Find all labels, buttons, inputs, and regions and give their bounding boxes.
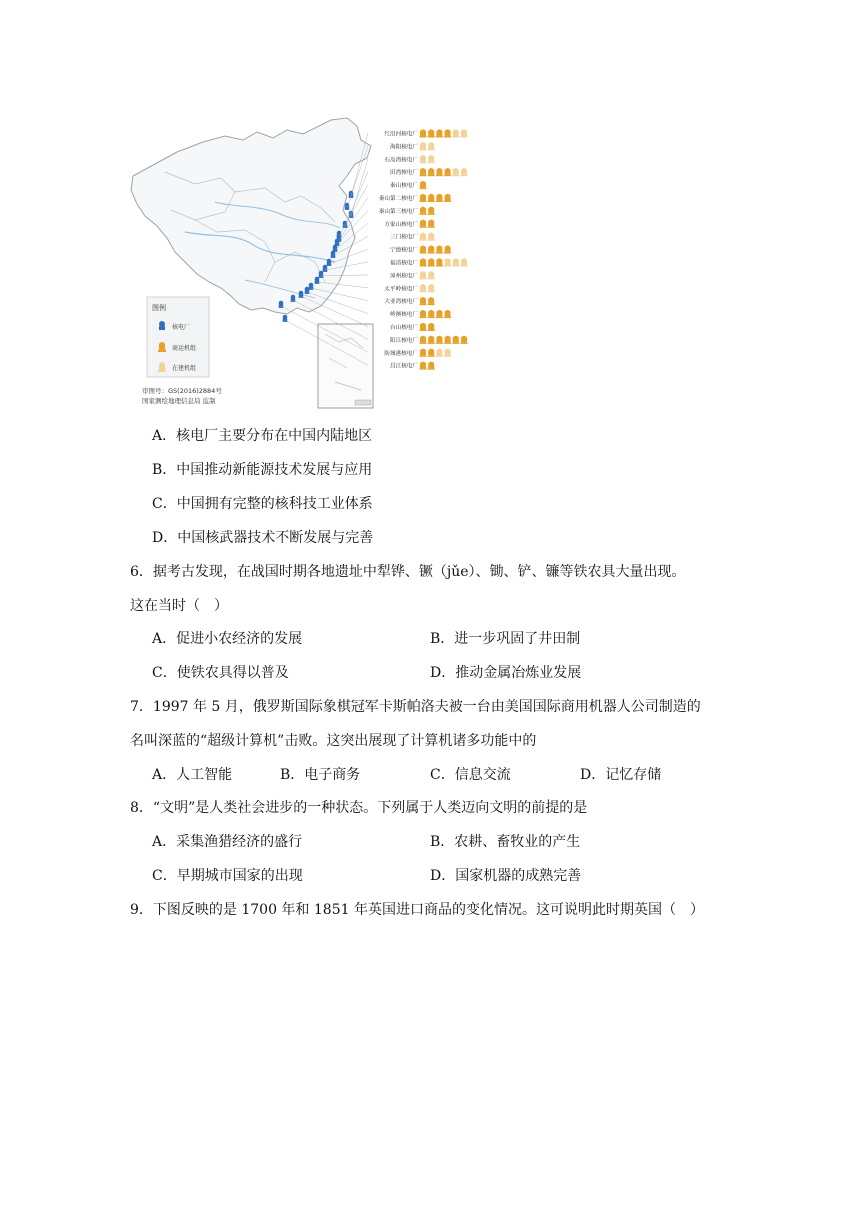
- building-unit-icon: [461, 129, 468, 137]
- running-unit-icon: [444, 245, 451, 253]
- q6-stem-line1: 6．据考古发现，在战国时期各地遗址中犁铧、镢（jǔe）、锄、铲、镰等铁农具大量出现。: [130, 564, 686, 580]
- running-unit-icon: [444, 310, 451, 318]
- running-unit-icon: [420, 194, 427, 202]
- building-unit-icon: [452, 168, 459, 176]
- plant-label: 宁德核电厂: [390, 247, 418, 254]
- q8-option-b: B．农耕、畜牧业的产生: [430, 834, 581, 850]
- q7-option-d: D．记忆存储: [580, 767, 662, 783]
- running-unit-icon: [428, 323, 435, 331]
- q6-stem-line2: 这在当时（ ）: [130, 598, 228, 614]
- q6-option-c: C．使铁农具得以普及: [152, 665, 289, 681]
- legend-building-label: 在建机组: [172, 365, 197, 372]
- plant-label: 台山核电厂: [390, 325, 418, 331]
- building-unit-icon: [452, 129, 459, 137]
- plant-label: 方家山核电厂: [384, 221, 418, 228]
- q7-stem-line2: 名叫深蓝的“超级计算机”击败。这突出展现了计算机诸多功能中的: [130, 733, 537, 749]
- q6-option-b: B．进一步巩固了井田制: [430, 631, 581, 647]
- running-unit-icon: [444, 336, 451, 344]
- running-unit-icon: [436, 194, 443, 202]
- running-unit-icon: [428, 194, 435, 202]
- building-unit-icon: [428, 284, 435, 292]
- plant-label: 海阳核电厂: [390, 144, 418, 151]
- running-unit-icon: [420, 297, 427, 305]
- running-unit-icon: [444, 194, 451, 202]
- running-unit-icon: [420, 207, 427, 215]
- plant-label: 秦山第二核电厂: [378, 196, 418, 202]
- building-unit-icon: [428, 232, 435, 240]
- plant-label: 漳州核电厂: [390, 273, 418, 280]
- plant-marker-icon: [319, 271, 324, 278]
- plant-label: 秦山第三核电厂: [378, 208, 418, 215]
- legend-plant-icon: [159, 321, 165, 330]
- plant-label: 石岛湾核电厂: [384, 157, 418, 164]
- running-unit-icon: [428, 207, 435, 215]
- running-unit-icon: [420, 258, 427, 266]
- approval-number: 审图号：GS(2016)2884号: [142, 387, 222, 395]
- plant-label: 昌江核电厂: [390, 363, 418, 370]
- map-supervisor: 国家测绘地理信息局 监制: [142, 397, 216, 405]
- running-unit-icon: [420, 349, 427, 357]
- nuclear-plant-map: [125, 112, 485, 410]
- running-unit-icon: [436, 336, 443, 344]
- plant-label: 岭澳核电厂: [390, 312, 418, 319]
- plant-label: 三门核电厂: [390, 234, 418, 241]
- running-unit-icon: [420, 310, 427, 318]
- legend-running-label: 商运机组: [172, 345, 197, 352]
- running-unit-icon: [428, 336, 435, 344]
- running-unit-icon: [444, 168, 451, 176]
- running-unit-icon: [428, 258, 435, 266]
- plant-label: 秦山核电厂: [390, 183, 418, 190]
- q9-stem: 9．下图反映的是 1700 年和 1851 年英国进口商品的变化情况。这可说明此时期英国（ ）: [130, 902, 704, 918]
- q5-option-d: D．中国核武器技术不断发展与完善: [152, 530, 374, 546]
- plant-label: 太平岭核电厂: [384, 286, 418, 293]
- running-unit-icon: [420, 245, 427, 253]
- q8-option-a: A．采集渔猎经济的盛行: [152, 834, 303, 850]
- q6-option-d: D．推动金属冶炼业发展: [430, 665, 582, 681]
- plant-label: 田湾核电厂: [390, 170, 418, 177]
- building-unit-icon: [428, 155, 435, 163]
- plant-label: 福清核电厂: [390, 260, 418, 267]
- plant-marker-icon: [309, 283, 314, 290]
- q8-option-c: C．早期城市国家的出现: [152, 868, 303, 884]
- running-unit-icon: [420, 361, 427, 369]
- running-unit-icon: [461, 336, 468, 344]
- building-unit-icon: [461, 258, 468, 266]
- building-unit-icon: [428, 142, 435, 150]
- running-unit-icon: [420, 168, 427, 176]
- running-unit-icon: [428, 129, 435, 137]
- building-unit-icon: [452, 258, 459, 266]
- running-unit-icon: [436, 245, 443, 253]
- building-unit-icon: [444, 349, 451, 357]
- running-unit-icon: [428, 168, 435, 176]
- building-unit-icon: [420, 142, 427, 150]
- q6-option-a: A．促进小农经济的发展: [152, 631, 303, 647]
- running-unit-icon: [428, 245, 435, 253]
- plant-label: 大亚湾核电厂: [384, 299, 418, 306]
- q8-stem: 8．“文明”是人类社会进步的一种状态。下列属于人类迈向文明的前提的是: [130, 800, 588, 816]
- south-china-sea-inset: [318, 324, 373, 408]
- legend-title: 图例: [152, 304, 166, 312]
- running-unit-icon: [428, 310, 435, 318]
- running-unit-icon: [428, 297, 435, 305]
- q7-option-b: B．电子商务: [280, 767, 361, 783]
- china-map-svg: [125, 112, 485, 410]
- running-unit-icon: [428, 361, 435, 369]
- building-unit-icon: [420, 271, 427, 279]
- leader-line: [351, 159, 368, 216]
- inset-scale: [355, 400, 371, 405]
- q5-option-c: C．中国拥有完整的核科技工业体系: [152, 496, 373, 512]
- running-unit-icon: [428, 349, 435, 357]
- running-unit-icon: [420, 336, 427, 344]
- running-unit-icon: [420, 129, 427, 137]
- running-unit-icon: [420, 323, 427, 331]
- running-unit-icon: [428, 220, 435, 228]
- plant-marker-icon: [323, 265, 328, 272]
- running-unit-icon: [420, 220, 427, 228]
- building-unit-icon: [420, 155, 427, 163]
- running-unit-icon: [420, 181, 427, 189]
- q8-option-d: D．国家机器的成熟完善: [430, 868, 582, 884]
- plant-marker-icon: [315, 277, 320, 284]
- q5-option-b: B．中国推动新能源技术发展与应用: [152, 462, 373, 478]
- building-unit-icon: [436, 349, 443, 357]
- building-unit-icon: [444, 258, 451, 266]
- q7-option-c: C．信息交流: [430, 767, 511, 783]
- plant-label: 阳江核电厂: [390, 337, 418, 344]
- q5-option-a: A．核电厂主要分布在中国内陆地区: [152, 428, 373, 444]
- building-unit-icon: [428, 271, 435, 279]
- plant-marker-icon: [327, 259, 332, 266]
- plant-label: 红沿河核电厂: [384, 131, 418, 138]
- running-unit-icon: [436, 258, 443, 266]
- legend-plant-label: 核电厂: [172, 324, 191, 331]
- plant-marker-icon: [331, 251, 336, 258]
- plant-label: 防城港核电厂: [384, 350, 418, 357]
- building-unit-icon: [420, 232, 427, 240]
- running-unit-icon: [436, 129, 443, 137]
- plant-marker-icon: [305, 287, 310, 294]
- building-unit-icon: [461, 168, 468, 176]
- china-outline: [131, 118, 371, 314]
- q7-stem-line1: 7．1997 年 5 月，俄罗斯国际象棋冠军卡斯帕洛夫被一台由美国国际商用机器人公司制造的: [130, 699, 701, 715]
- running-unit-icon: [436, 168, 443, 176]
- running-unit-icon: [436, 310, 443, 318]
- running-unit-icon: [452, 336, 459, 344]
- q7-option-a: A．人工智能: [152, 767, 233, 783]
- running-unit-icon: [444, 129, 451, 137]
- building-unit-icon: [420, 284, 427, 292]
